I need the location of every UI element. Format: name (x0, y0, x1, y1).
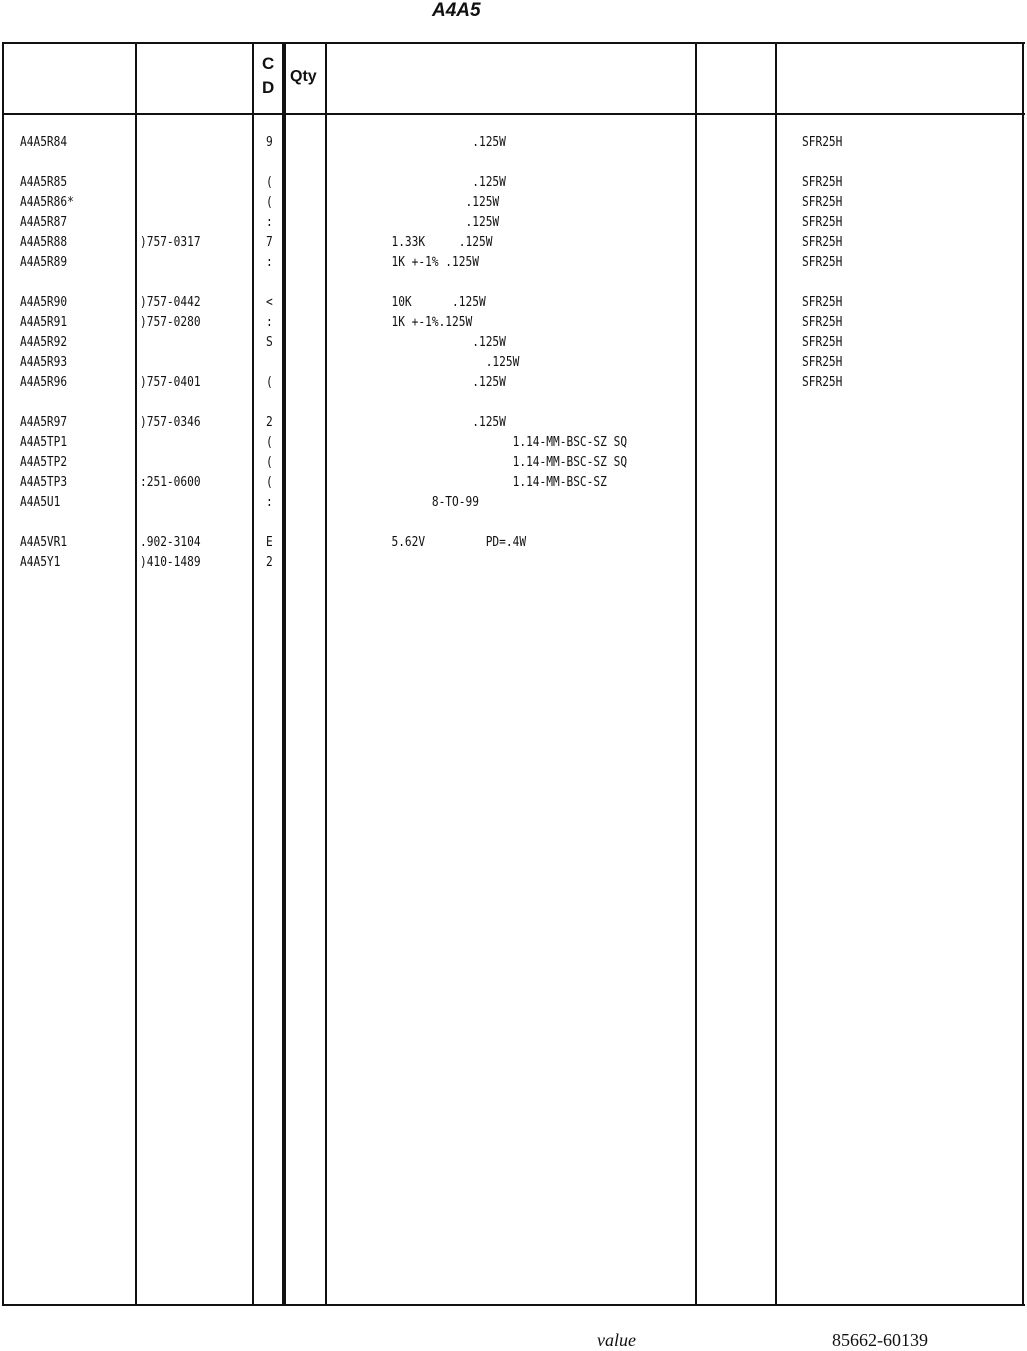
row-mfr-part: SFR25H (802, 175, 843, 190)
row-reference: A4A5TP3 (20, 475, 68, 490)
row-description: 1.14-MM-BSC-SZ (378, 475, 607, 490)
row-reference: A4A5R86* (20, 195, 74, 210)
row-reference: A4A5R91 (20, 315, 68, 330)
header-qty: Qty (290, 68, 317, 85)
row-part-number: )757-0280 (140, 315, 201, 330)
page-title: A4A5 (432, 0, 481, 21)
header-cd-c: C (262, 54, 275, 73)
row-mfr-part: SFR25H (802, 255, 843, 270)
row-reference: A4A5U1 (20, 495, 61, 510)
row-reference: A4A5R90 (20, 295, 68, 310)
row-check-digit: ( (266, 435, 273, 450)
row-reference: A4A5R87 (20, 215, 68, 230)
row-reference: A4A5R97 (20, 415, 68, 430)
row-reference: A4A5R92 (20, 335, 68, 350)
row-mfr-part: SFR25H (802, 295, 843, 310)
row-check-digit: ( (266, 175, 273, 190)
row-check-digit: : (266, 215, 273, 230)
row-check-digit: 2 (266, 555, 273, 570)
row-description: 8-TO-99 (378, 495, 479, 510)
col-divider (695, 42, 697, 1306)
row-check-digit: : (266, 495, 273, 510)
row-description: 1.33K .125W (378, 235, 493, 250)
footer-value-label: value (597, 1330, 636, 1350)
row-description: .125W (378, 415, 506, 430)
row-reference: A4A5R85 (20, 175, 68, 190)
row-check-digit: ( (266, 195, 273, 210)
row-description: .125W (378, 375, 506, 390)
row-part-number: )757-0317 (140, 235, 201, 250)
row-part-number: )757-0346 (140, 415, 201, 430)
row-check-digit: 7 (266, 235, 273, 250)
row-reference: A4A5VR1 (20, 535, 68, 550)
row-description: .125W (378, 335, 506, 350)
row-check-digit: ( (266, 475, 273, 490)
row-description: 5.62V PD=.4W (378, 535, 527, 550)
col-divider (282, 42, 286, 1306)
row-description: .125W (378, 195, 500, 210)
row-mfr-part: SFR25H (802, 235, 843, 250)
col-divider (2, 42, 4, 1306)
header-cd-d: D (262, 78, 275, 97)
row-check-digit: ( (266, 455, 273, 470)
row-reference: A4A5R89 (20, 255, 68, 270)
row-description: 10K .125W (378, 295, 486, 310)
row-check-digit: ( (266, 375, 273, 390)
col-divider (325, 42, 327, 1306)
row-description: 1K +-1% .125W (378, 255, 479, 270)
row-description: .125W (378, 135, 506, 150)
row-mfr-part: SFR25H (802, 335, 843, 350)
col-divider (775, 42, 777, 1306)
row-mfr-part: SFR25H (802, 355, 843, 370)
row-mfr-part: SFR25H (802, 135, 843, 150)
row-check-digit: < (266, 295, 273, 310)
row-mfr-part: SFR25H (802, 195, 843, 210)
row-check-digit: 2 (266, 415, 273, 430)
row-part-number: :251-0600 (140, 475, 201, 490)
row-description: .125W (378, 175, 506, 190)
row-reference: A4A5TP2 (20, 455, 68, 470)
table-bottom-rule (2, 1304, 1025, 1306)
row-check-digit: E (266, 535, 273, 550)
row-description: .125W (378, 355, 520, 370)
row-description: 1K +-1%.125W (378, 315, 473, 330)
row-reference: A4A5R96 (20, 375, 68, 390)
row-reference: A4A5TP1 (20, 435, 68, 450)
row-reference: A4A5R93 (20, 355, 68, 370)
footer-doc-number: 85662-60139 (832, 1330, 928, 1350)
col-divider (1022, 42, 1024, 1306)
col-divider (135, 42, 137, 1306)
row-description: 1.14-MM-BSC-SZ SQ (378, 435, 628, 450)
row-description: 1.14-MM-BSC-SZ SQ (378, 455, 628, 470)
header-bottom-rule (2, 113, 1025, 115)
row-part-number: )410-1489 (140, 555, 201, 570)
row-check-digit: : (266, 255, 273, 270)
row-reference: A4A5R88 (20, 235, 68, 250)
row-part-number: .902-3104 (140, 535, 201, 550)
row-mfr-part: SFR25H (802, 315, 843, 330)
row-mfr-part: SFR25H (802, 215, 843, 230)
row-check-digit: S (266, 335, 273, 350)
table-top-rule (2, 42, 1025, 44)
row-check-digit: : (266, 315, 273, 330)
row-description: .125W (378, 215, 500, 230)
col-divider (252, 42, 254, 1306)
row-mfr-part: SFR25H (802, 375, 843, 390)
row-part-number: )757-0442 (140, 295, 201, 310)
row-reference: A4A5R84 (20, 135, 68, 150)
row-reference: A4A5Y1 (20, 555, 61, 570)
row-part-number: )757-0401 (140, 375, 201, 390)
row-check-digit: 9 (266, 135, 273, 150)
